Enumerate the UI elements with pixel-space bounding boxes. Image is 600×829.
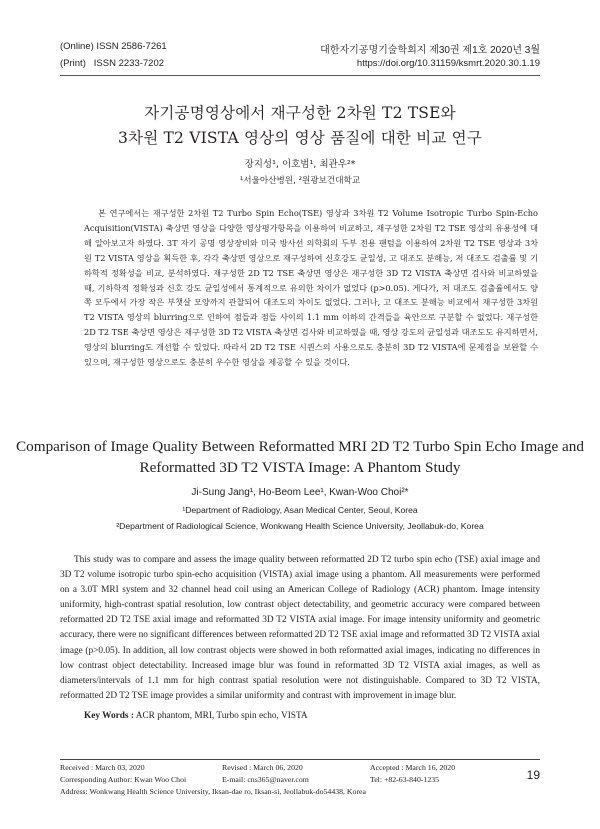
english-title-line2: Reformatted 3D T2 VISTA Image: A Phantom Study [139,459,461,476]
author-email[interactable]: E-mail: cns365@naver.com [222,775,309,784]
korean-title-line1: 자기공명영상에서 재구성한 2차원 T2 TSE와 [144,104,456,122]
corresponding-author: Corresponding Author: Kwan Woo Choi [60,775,187,784]
english-affiliation-1: ¹Department of Radiology, Asan Medical Center, Seoul, Korea [182,505,418,515]
korean-affiliations: ¹서울아산병원, ²원광보건대학교 [239,176,361,186]
journal-name: 대한자기공명기술학회지 제30권 제1호 2020년 3월 [320,45,540,56]
author-address: Address: Wonkwang Health Science University, Iksan-dae ro, Iksan-si, Jeollabuk-do54438, Korea [60,787,366,796]
english-title-line1: Comparison of Image Quality Between Reformatted MRI 2D T2 Turbo Spin Echo Image and [16,438,584,455]
korean-title-line2: 3차원 T2 VISTA 영상의 영상 품질에 대한 비교 연구 [117,129,483,147]
footer-rule [60,759,540,760]
korean-authors: 장지성¹, 이호범¹, 최관우²* [244,159,356,170]
issn-online: (Online) ISSN 2586-7261 [60,41,167,52]
keywords-label: Key Words : [84,711,134,721]
keywords-list: ACR phantom, MRI, Turbo spin echo, VISTA [135,711,308,721]
page-number: 19 [526,768,540,782]
english-abstract: This study was to compare and assess the image quality between reformatted 2D T2 turbo spin echo (TSE) axial image and 3D T2 volume isotropic turbo spin-echo acquisition (VISTA) axial image using a phantom. All measurements were performed on a 3.0T MRI system and 32 channel head coil using an American College of Radiology (ACR) phantom. Image intensity uniformity, high-contrast spatial resolution, low contrast object detectability, and geometric accuracy were compared between reformatted 2D T2 TSE axial image and reformatted 3D T2 VISTA axial image. For image intensity uniformity and geometric accuracy, there were no significant differences between reformatted 2D T2 TSE axial image and reformatted 3D T2 VISTA axial image (p>0.05). In addition, all low contrast objects were showed in both reformatted axial images, indicating no differences in low contrast object detectability. Increased image blur was found in reformatted 3D T2 VISTA axial images, as well as diameters/intervals of 1.1 mm for high contrast spatial resolution were not distinguishable. Compared to 3D T2 VISTA, reformatted 2D T2 TSE image provides a similar uniformity and contrast with improvement in image blur. [60,555,540,701]
korean-abstract: 본 연구에서는 재구성한 2차원 T2 Turbo Spin Echo(TSE) 영상과 3차원 T2 Volume Isotropic Turbo Spin-Echo Acquisition(VISTA) 축상면 영상을 다양한 영상평가항목을 이용하여 비교하고, 재구성한 2차원 T2 TSE 영상의 유용성에 대해 알아보고자 하였다. 3T 자기 공명 영상장비와 미국 방사선 의학회의 두부 전용 팬텀을 이용하여 2차원 T2 TSE 영상과 3차원 T2 VISTA 영상을 획득한 후, 각각 축상면 영상으로 재구성하여 신호강도 균일성, 고 대조도 분해능, 저 대조도 검출률 및 기하학적 정확성을 비교, 분석하였다. 재구성한 2D T2 TSE 축상면 영상은 재구성한 3D T2 VISTA 축상면 검사와 비교하였을 때, 기하학적 정확성과 신호 강도 균일성에서 통계적으로 유의한 차이가 없었다 (p>0.05). 게다가, 저 대조도 검출률에서도 양쪽 모두에서 가장 작은 부챗살 모양까지 관찰되어 대조도의 차이도 없었다. 그러나, 고 대조도 분해능 비교에서 재구성한 3차원 T2 VISTA 영상의 blurring으로 인하여 점들과 점들 사이의 1.1 mm 이하의 간격들을 육안으로 구분할 수 없었다. 재구성한 2D T2 TSE 축상면 영상은 재구성한 3D T2 VISTA 축상면 검사와 비교하였을 때, 영상 강도의 균일성과 대조도도 유지하면서, 영상의 blurring도 개선할 수 있었다. 따라서 2D T2 TSE 시퀀스의 사용으로도 충분히 3D T2 VISTA에 문제점을 보완할 수 있으며, 재구성한 영상으로도 충분히 우수한 영상을 제공할 수 있을 것이다. [84,208,538,368]
issn-print: (Print) ISSN 2233-7202 [60,58,165,69]
revised-date: Revised : March 06, 2020 [222,763,303,772]
english-authors: Ji-Sung Jang¹, Ho-Beom Lee¹, Kwan-Woo Choi²* [191,487,409,498]
doi-link[interactable]: https://doi.org/10.31159/ksmrt.2020.30.1.19 [356,58,540,69]
received-date: Received : March 03, 2020 [60,763,145,772]
keywords [84,711,308,721]
author-tel: Tel: +82-63-840-1235 [370,775,440,784]
accepted-date: Accepted : March 16, 2020 [370,763,456,772]
header-rule [60,75,540,76]
english-affiliation-2: ²Department of Radiological Science, Wonkwang Health Science University, Jeollabuk-do, Korea [116,521,484,531]
